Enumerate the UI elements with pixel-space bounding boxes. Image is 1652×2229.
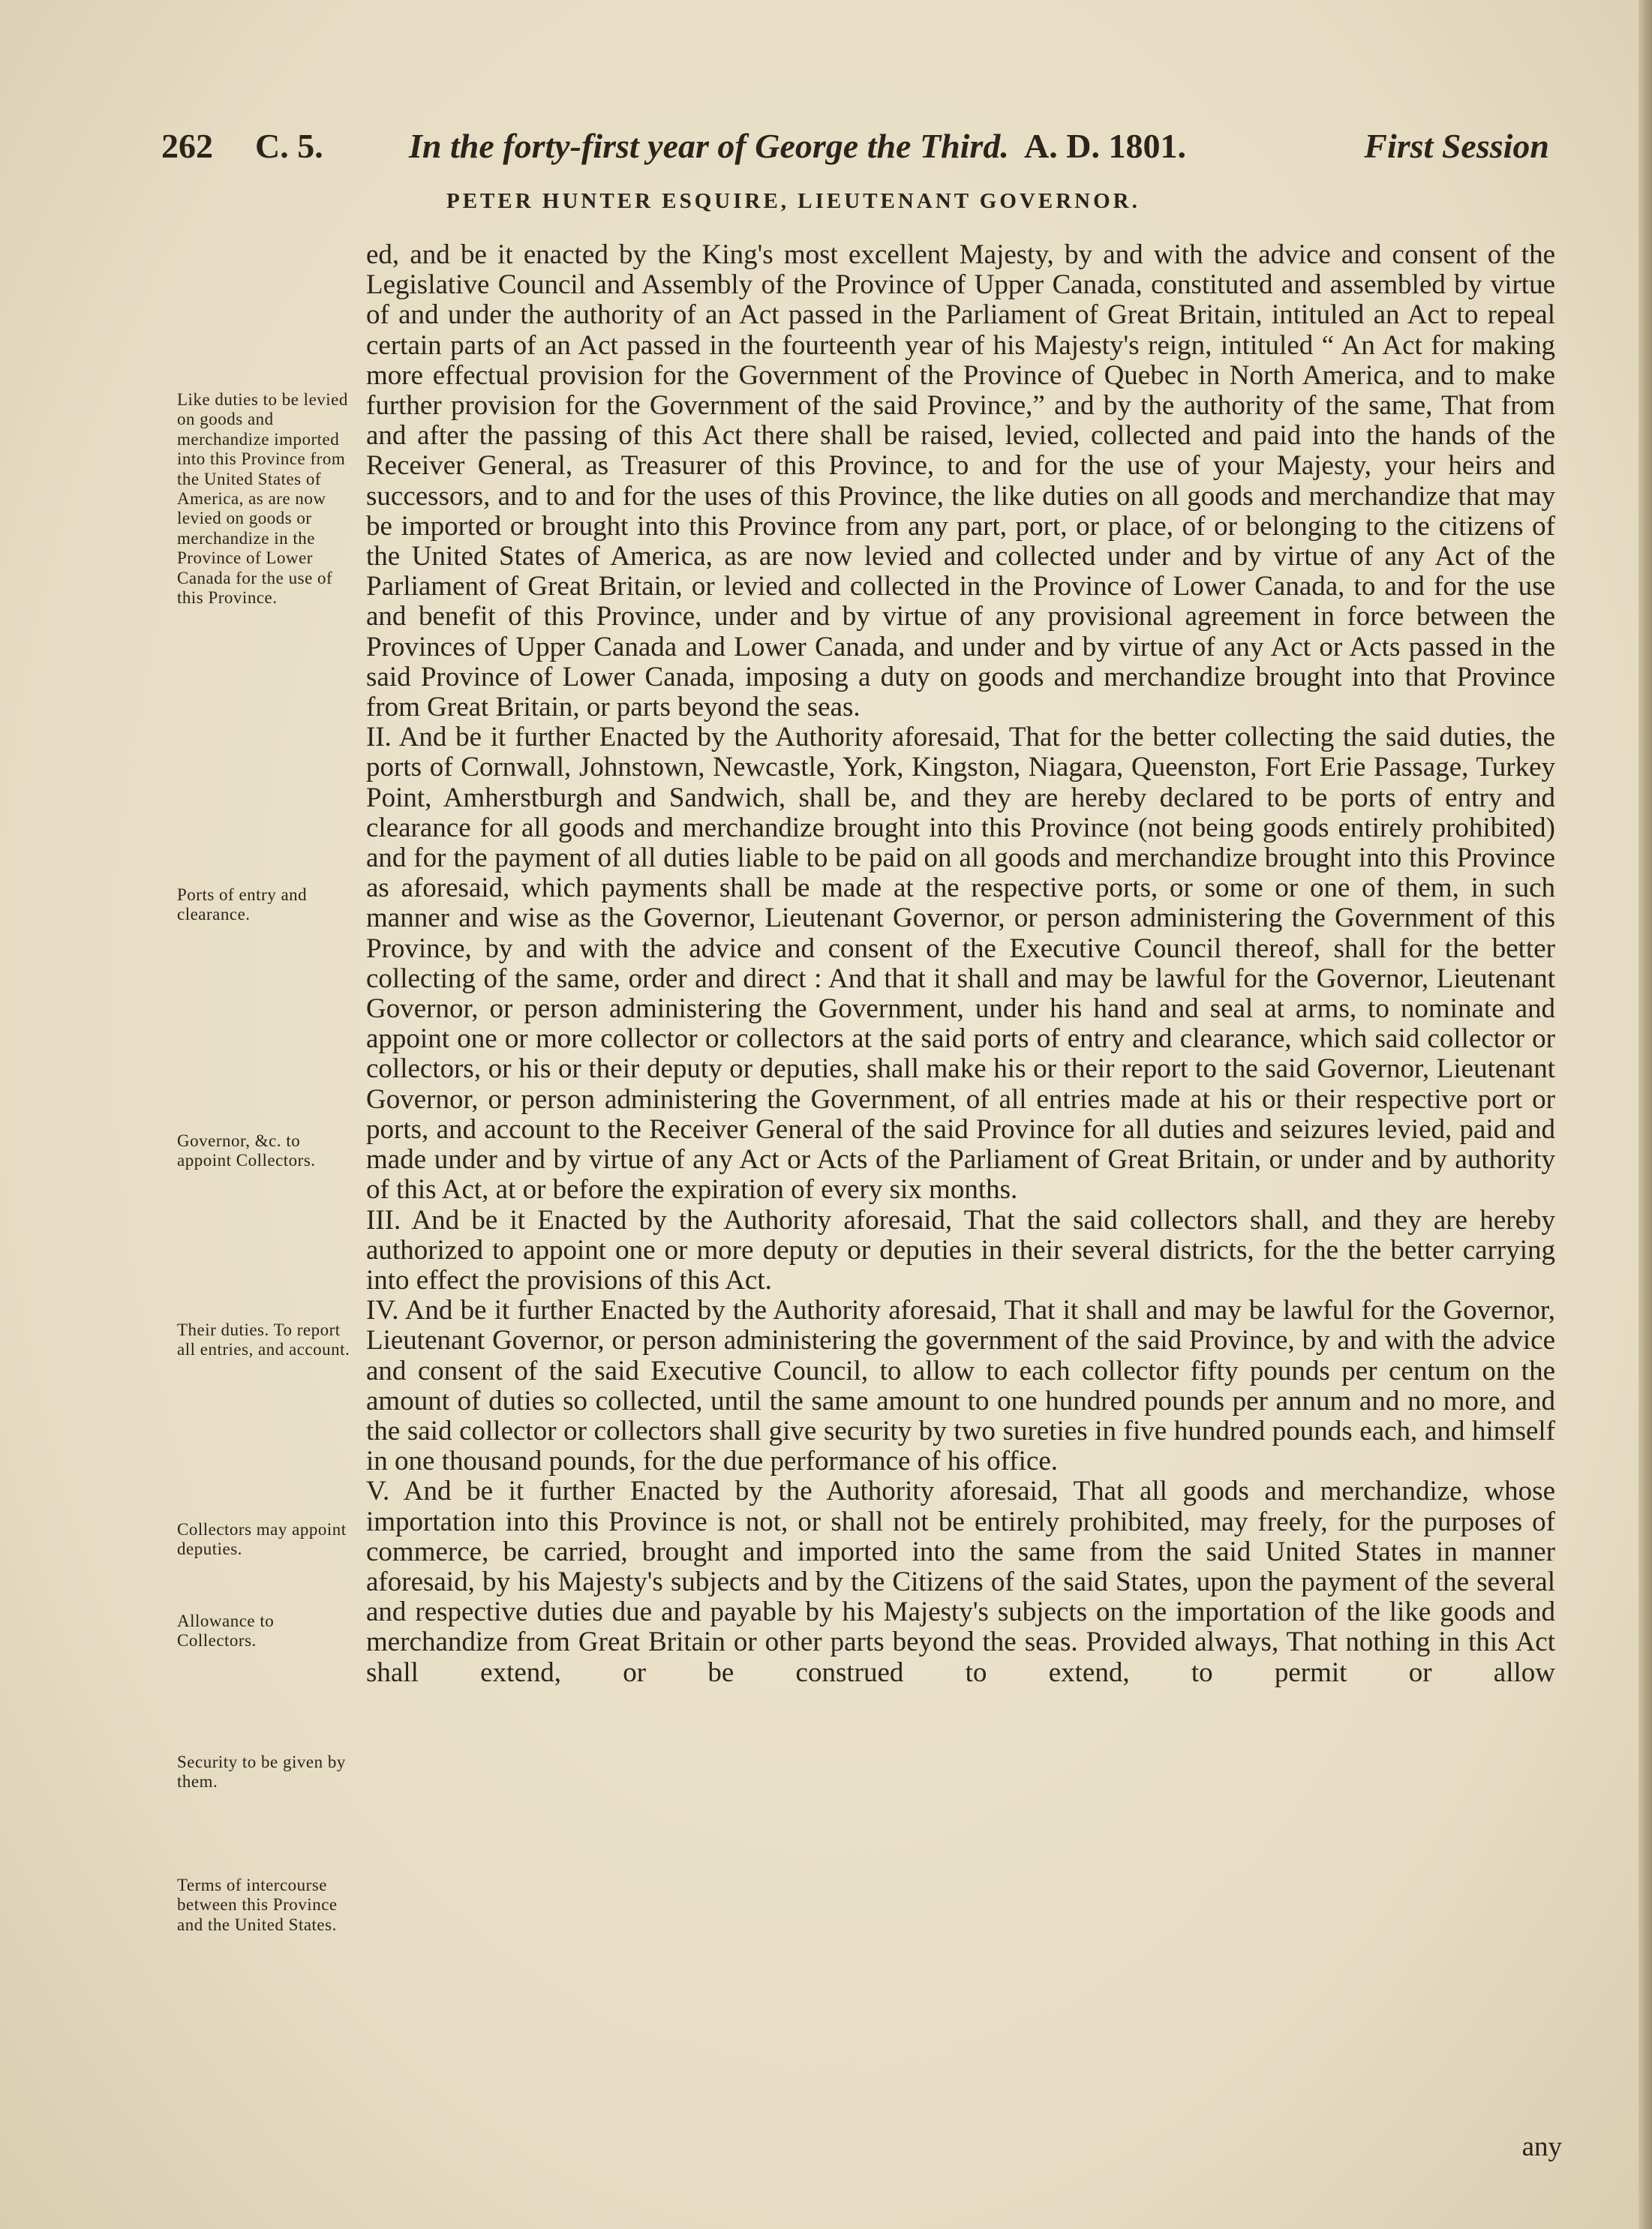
- marginal-note-2: Ports of entry and clearance.: [177, 885, 308, 924]
- marginal-note-1: Like duties to be levied on goods and merchandize imported into this Province from the United States of America, as are now levied on goods or merchandize in the Province of Lower Canada for the use of this Province.: [177, 390, 348, 608]
- paragraph-2: II. And be it further Enacted by the Authority aforesaid, That for the better collecting the said duties, the ports of Cornwall, Johnstown, Newcastle, York, Kingston, Niagara, Queenston, Fort Erie Passage, Turkey Point, Amherstburgh and Sandwich, shall be, and they are hereby declared to be ports of entry and clearance for all goods and merchandize brought into this Province (not being goods entirely prohibited) and for the payment of all duties liable to be paid on all goods and merchandize brought into this Province as aforesaid, which payments shall be made at the respective ports, or some or one of them, in such manner and wise as the Governor, Lieutenant Governor, or person administering the Government of this Province, by and with the advice and consent of the Executive Council thereof, shall for the better collecting of the same, order and direct : And that it shall and may be lawful for the Governor, Lieutenant Governor, or person administering the Government, under his hand and seal at arms, to nominate and appoint one or more collector or collectors at the said ports of entry and clearance, which said collector or collectors, or his or their deputy or deputies, shall make his or their report to the said Governor, Lieutenant Governor, or person administering the Government, of all entries made at his or their respective port or ports, and account to the Receiver General of the said Province for all duties and seizures levied, paid and made under and by virtue of any Act or Acts of the Parliament of Great Britain, or under and by authority of this Act, at or before the expiration of every six months.: [366, 722, 1555, 1206]
- marginal-note-6: Allowance to Collectors.: [177, 1612, 275, 1651]
- paragraph-3: III. And be it Enacted by the Authority aforesaid, That the said collectors shall, and they are hereby authorized to appoint one or more deputy or deputies in their several districts, for the the better carrying into effect the provisions of this Act.: [366, 1204, 1555, 1296]
- chapter-number: C. 5.: [255, 127, 323, 165]
- paragraph-5: V. And be it further Enacted by the Authority aforesaid, That all goods and merchandize, whose importation into this Province is not, or shall not be entirely prohibited, may freely, for the purposes of commerce, be carried, brought and imported into the same from the said United States in manner aforesaid, by his Majesty's subjects and by the Citizens of the said States, upon the payment of the several and respective duties due and payable by his Majesty's subjects on the importation of the like goods and merchandize from Great Britain or other parts beyond the seas. Provided always, That nothing in this Act shall extend, or be construed to extend, to permit or allow: [366, 1476, 1555, 1688]
- marginal-note-7: Security to be given by them.: [177, 1753, 346, 1792]
- marginal-note-5: Collectors may appoint deputies.: [177, 1520, 347, 1559]
- governor-subhead: PETER HUNTER ESQUIRE, LIEUTENANT GOVERNOR.: [446, 189, 1140, 213]
- catchword: any: [1521, 2131, 1562, 2162]
- running-year: A. D. 1801.: [1024, 127, 1186, 165]
- marginal-note-8: Terms of intercourse between this Province and the United States.: [177, 1876, 338, 1934]
- marginal-note-3: Governor, &c. to appoint Collectors.: [177, 1131, 316, 1170]
- body-text: [366, 240, 1555, 1688]
- running-title: In the forty-first year of George the Third.: [409, 127, 1009, 165]
- page-spine-shadow: [1638, 0, 1652, 2229]
- paragraph-1: ed, and be it enacted by the King's most excellent Majesty, by and with the advice and consent of the Legislative Council and Assembly of the Province of Upper Canada, constituted and assembled by virtue of and under the authority of an Act passed in the Parliament of Great Britain, intituled an Act to repeal certain parts of an Act passed in the fourteenth year of his Majesty's reign, intituled “ An Act for making more effectual provision for the Government of the Province of Quebec in North America, and to make further provision for the Government of the said Province,” and by the authority of the same, That from and after the passing of this Act there shall be raised, levied, collected and paid into the hands of the Receiver General, as Treasurer of this Province, to and for the use of your Majesty, your heirs and successors, and to and for the uses of this Province, the like duties on all goods and merchandize that may be imported or brought into this Province from any part, port, or place, of or belonging to the citizens of the United States of America, as are now levied and collected under and by virtue of any Act of the Parliament of Great Britain, or levied and collected in the Province of Lower Canada, to and for the use and benefit of this Province, under and by virtue of any provisional agreement in force between the Provinces of Upper Canada and Lower Canada, and under and by virtue of any Act or Acts passed in the said Province of Lower Canada, imposing a duty on goods and merchandize brought into that Province from Great Britain, or parts beyond the seas.: [366, 239, 1555, 723]
- marginal-note-4: Their duties. To report all entries, and account.: [177, 1320, 350, 1359]
- page-number: 262: [161, 127, 213, 165]
- paragraph-4: IV. And be it further Enacted by the Authority aforesaid, That it shall and may be lawful for the Governor, Lieutenant Governor, or person administering the government of the said Province, by and with the advice and consent of the said Executive Council, to allow to each collector fifty pounds per centum on the amount of duties so collected, until the same amount to one hundred pounds per annum and no more, and the said collector or collectors shall give security by two sureties in five hundred pounds each, and himself in one thousand pounds, for the due performance of his office.: [366, 1295, 1555, 1477]
- running-session: First Session: [1364, 127, 1549, 165]
- running-head: [161, 126, 1549, 179]
